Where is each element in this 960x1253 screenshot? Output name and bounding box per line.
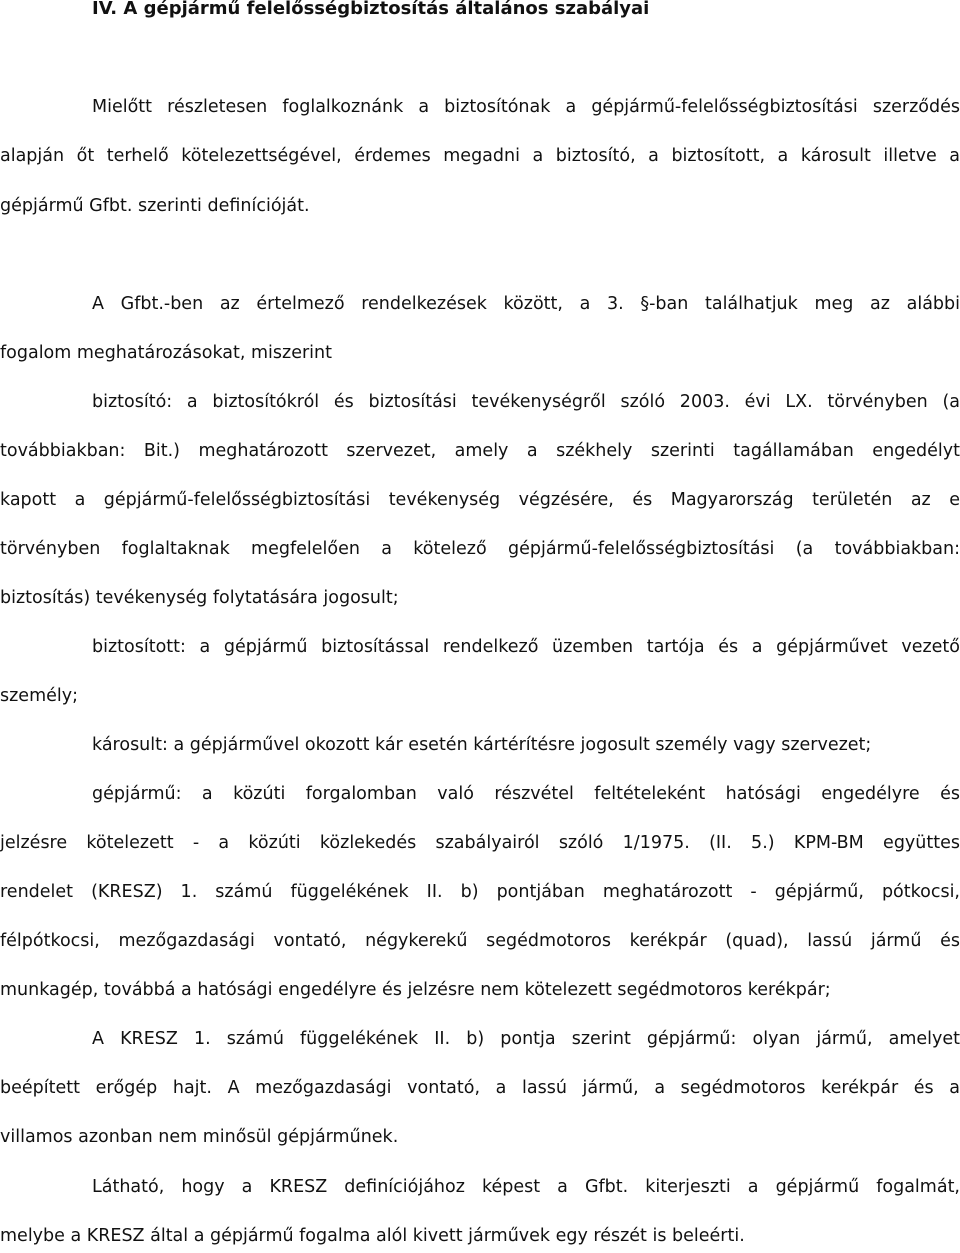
paragraph-line: A Gfbt.-ben az értelmező rendelkezések között, a 3. §-ban találhatjuk meg az alábbi — [92, 294, 960, 314]
section-title: IV. A gépjármű felelősségbiztosítás általános szabályai — [92, 0, 650, 19]
definition-line: biztosító: a biztosítókról és biztosítási tevékenységről szóló 2003. évi LX. törvényben (a — [92, 392, 960, 412]
definition-line: kapott a gépjármű-felelősségbiztosítási tevékenység végzésére, és Magyarország területén az e — [0, 490, 960, 510]
definition-line: törvényben foglaltaknak megfelelően a kötelező gépjármű-felelősségbiztosítási (a továbbiakban: — [0, 539, 960, 559]
paragraph-line: beépített erőgép hajt. A mezőgazdasági vontató, a lassú jármű, a segédmotoros kerékpár és a — [0, 1078, 960, 1098]
definition-line: biztosítás) tevékenység folytatására jogosult; — [0, 588, 399, 608]
paragraph-line: villamos azonban nem minősül gépjárműnek. — [0, 1127, 399, 1147]
definition-line: biztosított: a gépjármű biztosítással rendelkező üzemben tartója és a gépjárművet vezető — [92, 637, 960, 657]
paragraph-line: gépjármű Gfbt. szerinti definícióját. — [0, 196, 310, 216]
paragraph-line: alapján őt terhelő kötelezettségével, érdemes megadni a biztosító, a biztosított, a károsult illetve a — [0, 146, 960, 166]
paragraph-line: Látható, hogy a KRESZ definíciójához képest a Gfbt. kiterjeszti a gépjármű fogalmát, — [92, 1177, 960, 1197]
definition-line: munkagép, továbbá a hatósági engedélyre és jelzésre nem kötelezett segédmotoros kerékpár; — [0, 980, 831, 1000]
paragraph-line: A KRESZ 1. számú függelékének II. b) pontja szerint gépjármű: olyan jármű, amelyet — [92, 1029, 960, 1049]
definition-line: továbbiakban: Bit.) meghatározott szervezet, amely a székhely szerinti tagállamában engedélyt — [0, 441, 960, 461]
paragraph-line: melybe a KRESZ által a gépjármű fogalma alól kivett járművek egy részét is beleérti. — [0, 1226, 745, 1246]
definition-line: személy; — [0, 686, 78, 706]
definition-line: rendelet (KRESZ) 1. számú függelékének II. b) pontjában meghatározott - gépjármű, pótkocsi, — [0, 882, 960, 902]
definition-line: félpótkocsi, mezőgazdasági vontató, négykerekű segédmotoros kerékpár (quad), lassú jármű és — [0, 931, 960, 951]
definition-line: károsult: a gépjárművel okozott kár esetén kártérítésre jogosult személy vagy szervezet; — [92, 735, 872, 755]
paragraph-line: Mielőtt részletesen foglalkoznánk a biztosítónak a gépjármű-felelősségbiztosítási szerződés — [92, 97, 960, 117]
definition-line: gépjármű: a közúti forgalomban való részvétel feltételeként hatósági engedélyre és — [92, 784, 960, 804]
paragraph-line: fogalom meghatározásokat, miszerint — [0, 343, 332, 363]
definition-line: jelzésre kötelezett - a közúti közlekedés szabályairól szóló 1/1975. (II. 5.) KPM-BM együttes — [0, 833, 960, 853]
